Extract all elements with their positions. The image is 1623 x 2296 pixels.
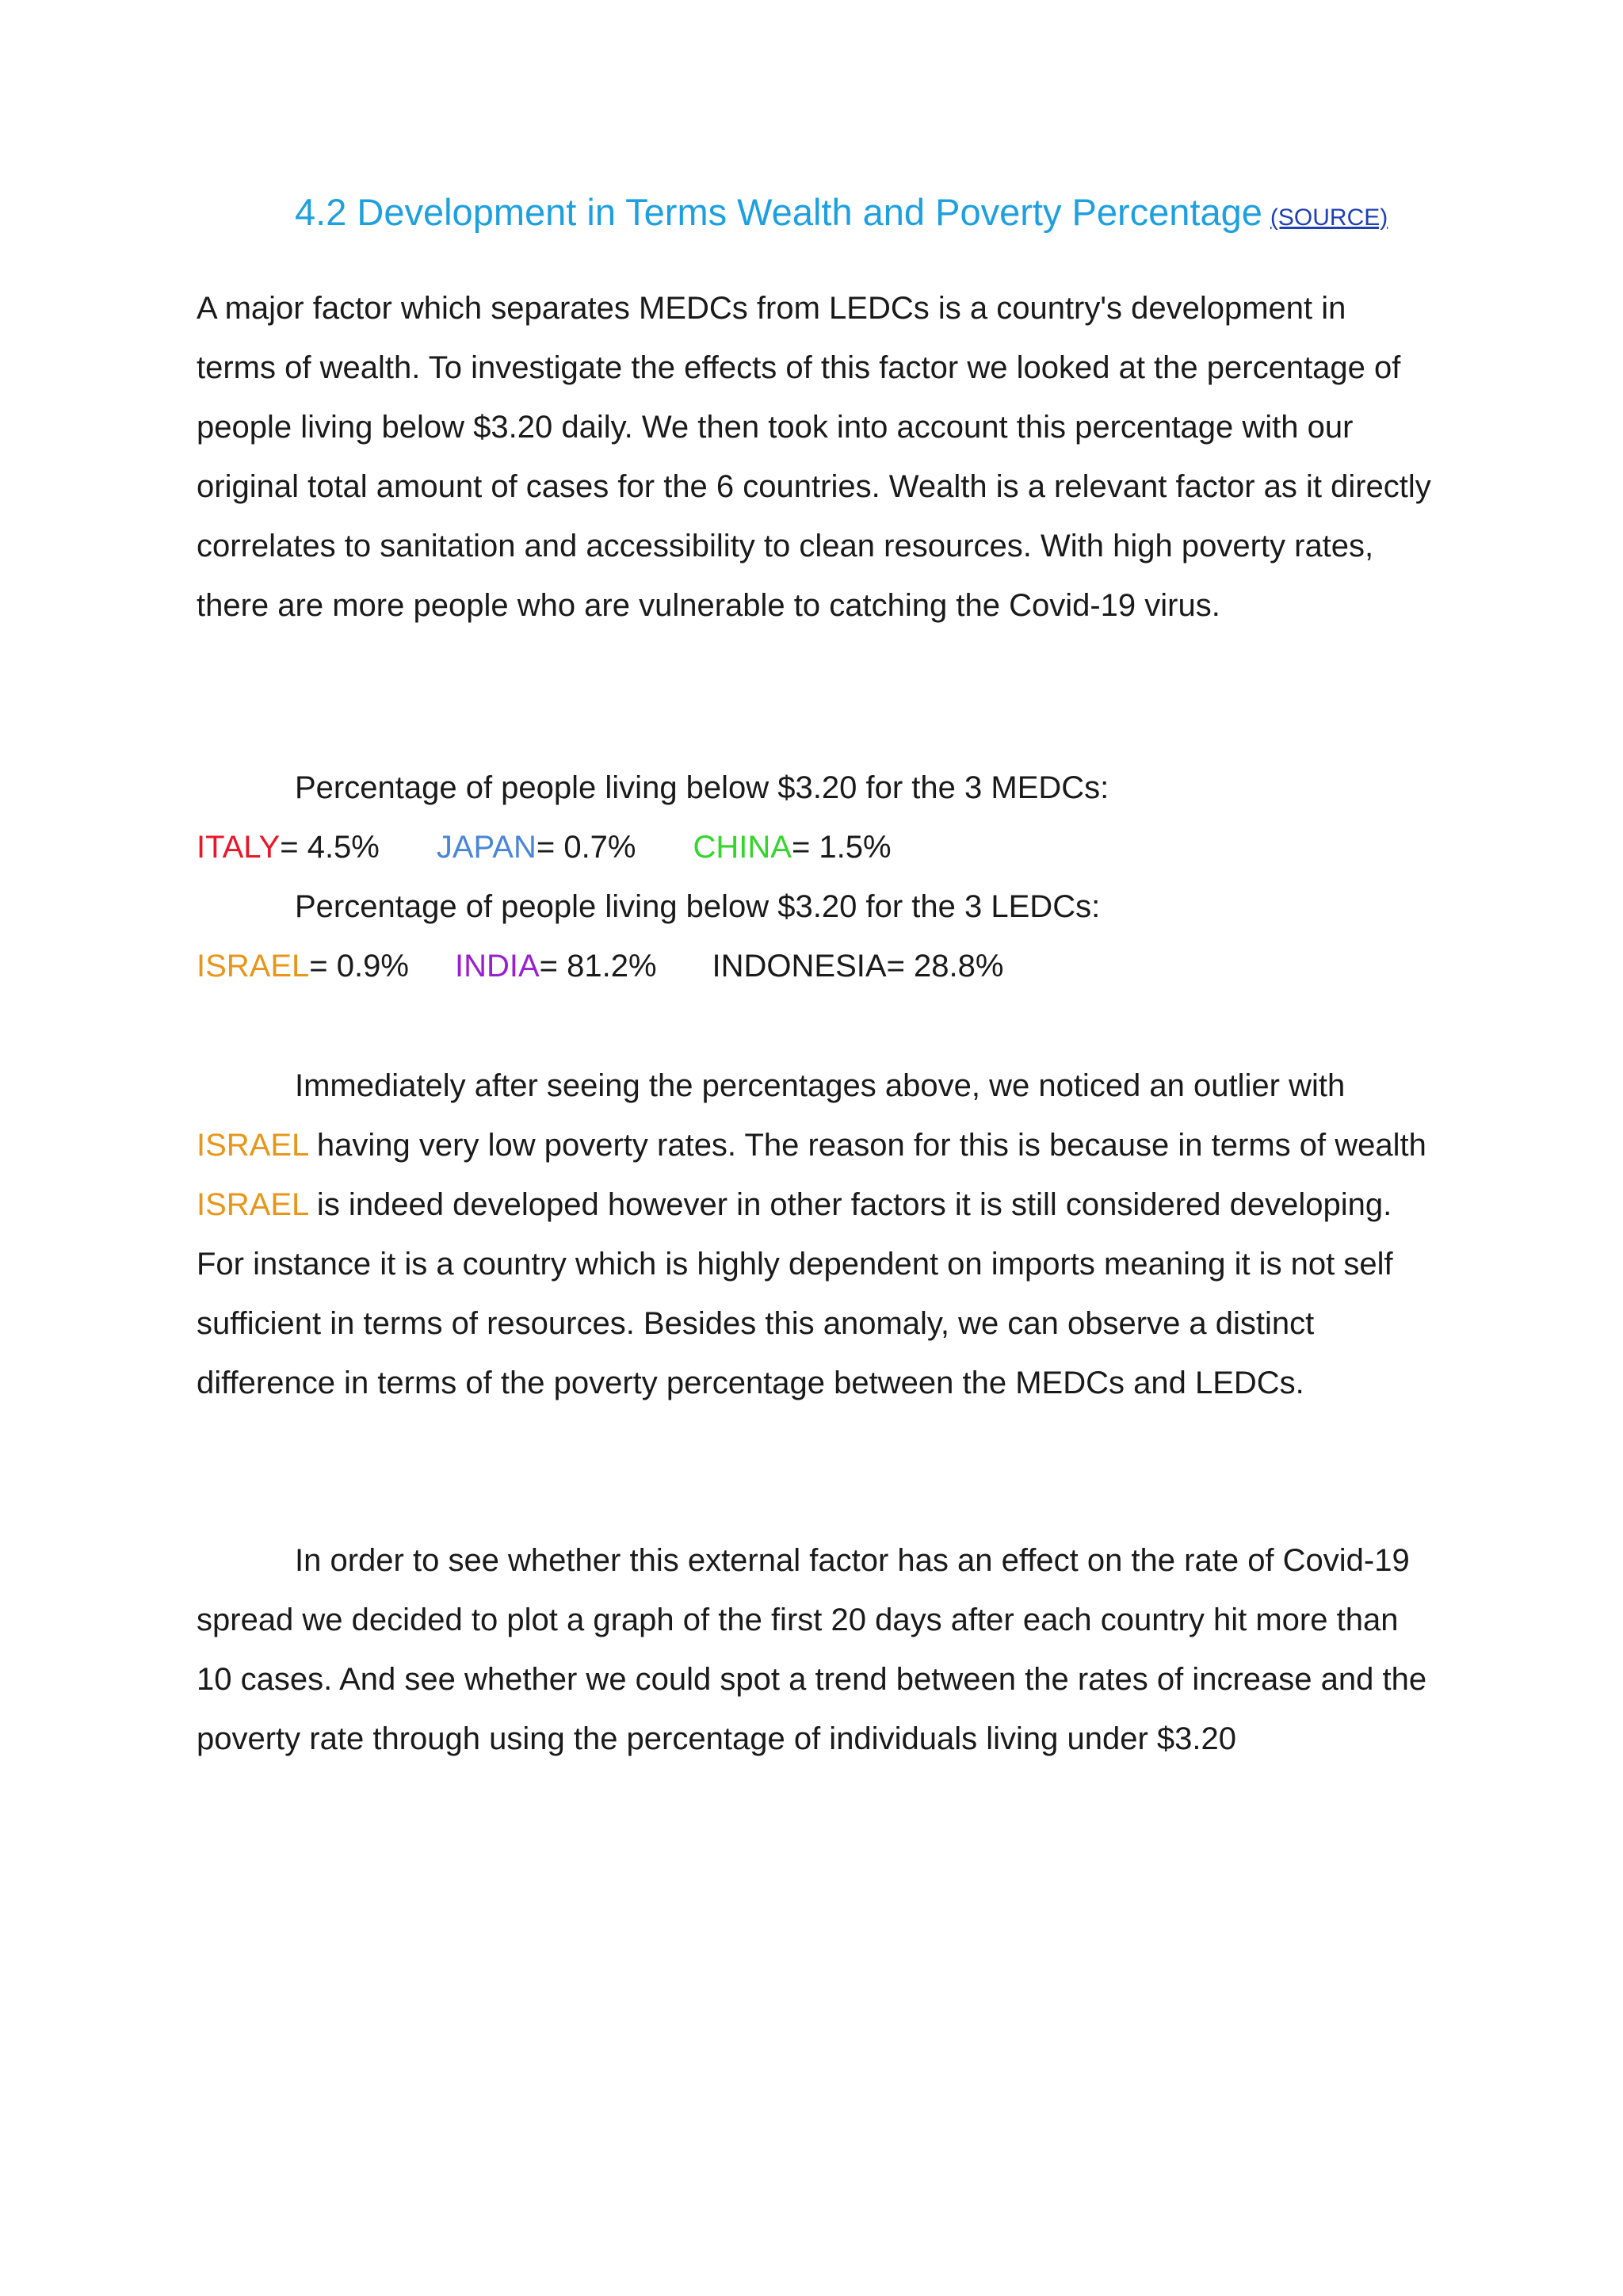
stat-india — [455, 949, 657, 984]
value-italy: = 4.5% — [280, 830, 380, 865]
analysis-paragraph — [197, 1056, 1433, 1413]
value-india: = 81.2% — [539, 949, 657, 984]
country-italy: ITALY — [197, 830, 281, 865]
country-israel: ISRAEL — [197, 949, 310, 984]
medc-stats-row — [197, 818, 892, 877]
stat-italy — [197, 830, 380, 865]
value-japan: = 0.7% — [536, 830, 636, 865]
country-china: CHINA — [693, 830, 792, 865]
value-israel: = 0.9% — [309, 949, 409, 984]
value-china: = 1.5% — [791, 830, 892, 865]
medc-label: Percentage of people living below $3.20 for the 3 MEDCs: — [295, 770, 1109, 805]
analysis-text-3: is indeed developed however in other factors it is still considered developing. For instance it is a country which is highly dependent on imports meaning it is not self sufficient in terms of resources. Besides this anomaly, we can observe a distinct difference in terms of the poverty percentage between the MEDCs and LEDCs. — [197, 1187, 1393, 1400]
section-title: 4.2 Development in Terms Wealth and Poverty Percentage — [295, 191, 1262, 233]
stat-china — [693, 830, 892, 865]
country-indonesia: INDONESIA — [712, 949, 887, 984]
analysis-text-1: Immediately after seeing the percentages above, we noticed an outlier with — [295, 1068, 1346, 1103]
stat-japan — [437, 830, 636, 865]
stat-indonesia — [712, 949, 1004, 984]
intro-paragraph: A major factor which separates MEDCs from LEDCs is a country's development in terms of wealth. To investigate the effects of this factor we looked at the percentage of people living below $3.20 daily. We then took into account this percentage with our original total amount of cases for the 6 countries. Wealth is a relevant factor as it directly correlates to sanitation and accessibility to clean resources. With high poverty rates, there are more people who are vulnerable to catching the Covid-19 virus. — [197, 291, 1431, 623]
country-india: INDIA — [454, 949, 540, 984]
ledc-label: Percentage of people living below $3.20 for the 3 LEDCs: — [295, 889, 1101, 924]
value-indonesia: = 28.8% — [886, 949, 1004, 984]
analysis-country-israel-2: ISRAEL — [197, 1187, 308, 1222]
source-link[interactable]: (SOURCE) — [1270, 204, 1388, 231]
country-japan: JAPAN — [436, 830, 537, 865]
ledc-stats-row — [197, 937, 1003, 996]
section-heading — [295, 190, 1563, 235]
analysis-country-israel-1: ISRAEL — [197, 1128, 308, 1163]
closing-paragraph: In order to see whether this external factor has an effect on the rate of Covid-19 spread we decided to plot a graph of the first 20 days after each country hit more than 10 cases. And see whether we could spot a trend between the rates of increase and the poverty rate through using the percentage of individuals living under $3.20 — [197, 1543, 1427, 1756]
analysis-text-2: having very low poverty rates. The reason for this is because in terms of wealth — [307, 1128, 1426, 1163]
stat-israel — [197, 949, 409, 984]
